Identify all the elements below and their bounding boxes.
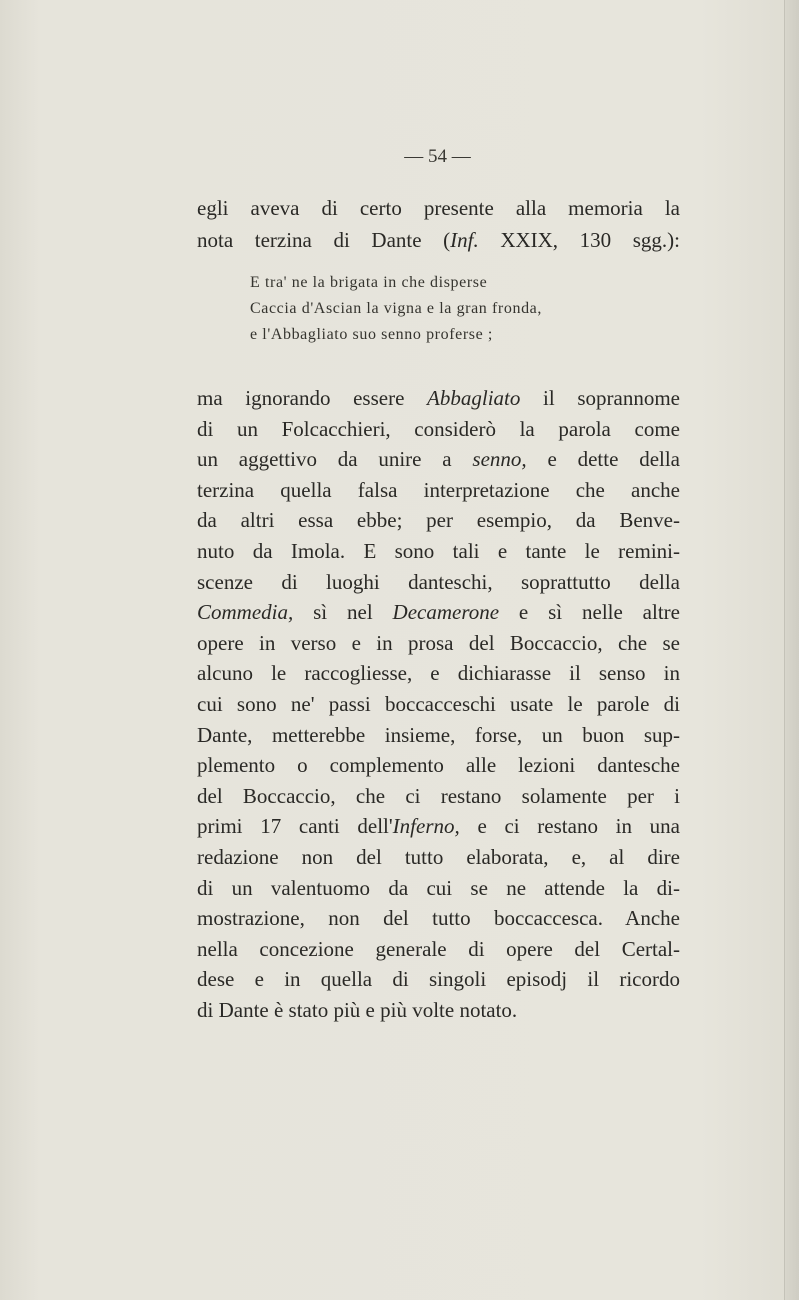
text-segment: e sì nelle altre xyxy=(499,600,680,625)
text-segment: e dette della xyxy=(526,447,680,472)
text-line xyxy=(197,903,680,934)
text-line xyxy=(197,873,680,904)
main-paragraph xyxy=(197,383,680,1025)
text-line xyxy=(197,750,680,781)
italic-text: Commedia, xyxy=(197,600,294,625)
text-line xyxy=(197,689,680,720)
text-segment: egli aveva di certo presente alla memoria la xyxy=(197,196,680,220)
italic-text: Abbagliato xyxy=(427,386,521,410)
verse-line: E tra' ne la brigata in che disperse xyxy=(250,274,488,291)
page-number: — 54 — xyxy=(404,146,471,167)
text-line xyxy=(197,597,680,628)
text-segment: scenze di luoghi danteschi, soprattutto della xyxy=(197,569,680,594)
text-segment: un aggettivo da unire a xyxy=(197,447,473,472)
verse-line: e l'Abbagliato suo senno proferse ; xyxy=(250,326,493,343)
text-segment: plemento o complemento alle lezioni dantesche xyxy=(197,753,680,778)
italic-text: Inferno, xyxy=(392,814,460,839)
italic-text: senno, xyxy=(472,447,527,472)
text-line xyxy=(197,224,680,256)
text-line xyxy=(197,995,680,1026)
text-segment: alcuno le raccogliesse, e dichiarasse il senso in xyxy=(197,661,680,686)
text-segment: di un valentuomo da cui se ne attende la di- xyxy=(197,875,680,900)
text-segment: del Boccaccio, che ci restano solamente per i xyxy=(197,783,680,808)
text-line xyxy=(197,934,680,965)
text-segment: sì nel xyxy=(293,600,393,625)
text-segment: da altri essa ebbe; per esempio, da Benve- xyxy=(197,508,680,533)
text-segment: ma ignorando essere xyxy=(197,386,428,410)
text-line xyxy=(197,475,680,506)
text-segment: nella concezione generale di opere del Certal- xyxy=(197,936,680,961)
text-segment: dese e in quella di singoli episodj il ricordo xyxy=(197,967,680,992)
italic-text: Decamerone xyxy=(392,600,500,625)
text-segment: di Dante è stato più e più volte notato. xyxy=(197,997,518,1022)
text-line xyxy=(197,781,680,812)
intro-paragraph xyxy=(197,192,680,256)
text-segment: di un Folcacchieri, considerò la parola come xyxy=(197,416,680,441)
text-line xyxy=(197,964,680,995)
text-segment: nota terzina di Dante ( xyxy=(197,228,451,252)
text-line xyxy=(197,444,680,475)
text-line xyxy=(197,192,680,224)
text-line xyxy=(197,383,680,414)
text-line xyxy=(197,536,680,567)
text-segment: opere in verso e in prosa del Boccaccio, che se xyxy=(197,630,680,655)
text-segment: e ci restano in una xyxy=(459,814,680,839)
text-segment: terzina quella falsa interpretazione che anche xyxy=(197,477,680,502)
text-line xyxy=(197,658,680,689)
italic-text: Inf. xyxy=(450,228,479,252)
text-segment: il soprannome xyxy=(520,386,680,410)
page-edge xyxy=(784,0,799,1300)
text-line xyxy=(197,811,680,842)
text-segment: nuto da Imola. E sono tali e tante le remini- xyxy=(197,538,680,563)
text-segment: redazione non del tutto elaborata, e, al dire xyxy=(197,844,680,869)
text-segment: cui sono ne' passi boccacceschi usate le parole di xyxy=(197,691,680,716)
text-segment: primi 17 canti dell' xyxy=(197,814,393,839)
text-segment: Dante, metterebbe insieme, forse, un buon sup- xyxy=(197,722,680,747)
text-line xyxy=(197,720,680,751)
verse-line: Caccia d'Ascian la vigna e la gran fronda, xyxy=(250,300,542,317)
verse-quotation xyxy=(250,270,542,348)
text-line xyxy=(197,567,680,598)
text-segment: XXIX, 130 sgg.): xyxy=(478,228,680,252)
text-line xyxy=(197,505,680,536)
text-line xyxy=(197,414,680,445)
text-line xyxy=(197,842,680,873)
text-line xyxy=(197,628,680,659)
text-segment: mostrazione, non del tutto boccaccesca. Anche xyxy=(197,906,680,931)
